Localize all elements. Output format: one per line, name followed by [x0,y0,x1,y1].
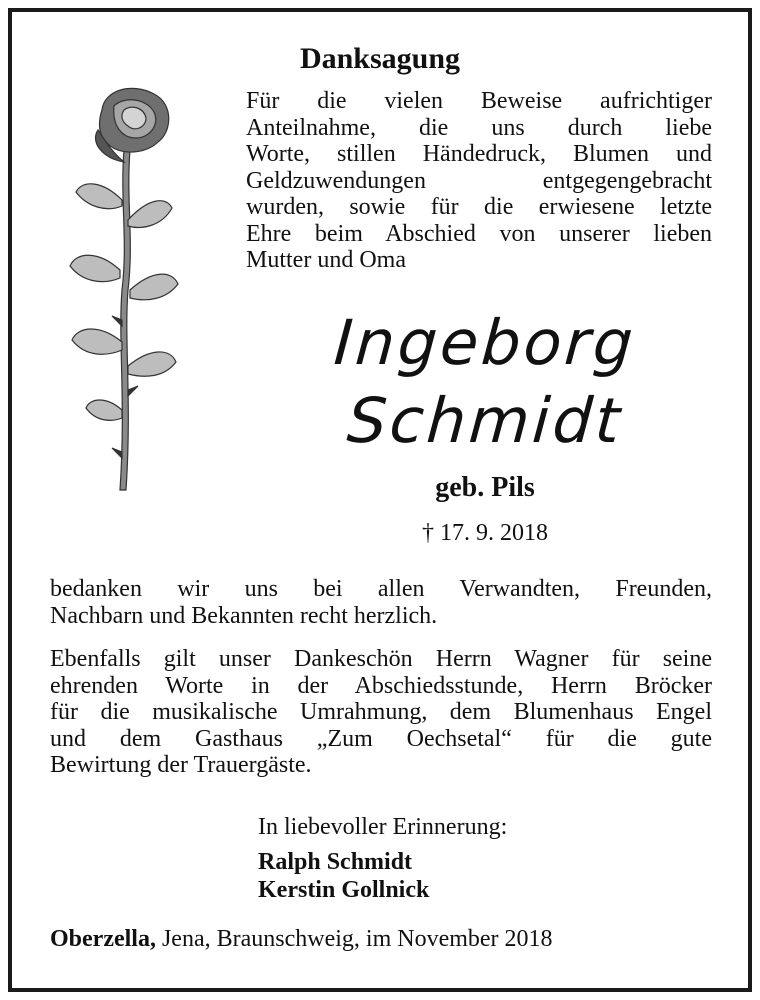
intro-line: Geldzuwendungen entgegengebracht [246,167,712,194]
maiden-name: geb. Pils [435,472,535,503]
additional-line: und dem Gasthaus „Zum Oechsetal“ für die gute [50,725,712,752]
signer-name: Ralph Schmidt [258,849,413,875]
thanks-line: Nachbarn und Bekannten recht herzlich. [50,602,438,629]
deceased-first-name: Ingeborg [331,306,639,379]
thanks-paragraph [50,576,712,629]
intro-line: Für die vielen Beweise aufrichtiger [246,88,712,114]
intro-line: Anteilnahme, die uns durch liebe [246,114,712,141]
page-title: Danksagung [299,42,461,75]
additional-thanks-paragraph [50,646,712,779]
place-rest: Jena, Braunschweig, im November 2018 [155,926,553,952]
intro-line: Worte, stillen Händedruck, Blumen und [246,141,712,167]
death-date: † 17. 9. 2018 [422,520,548,546]
deceased-last-name: Schmidt [344,384,626,457]
place-main: Oberzella, [50,926,156,952]
memory-phrase: In liebevoller Erinnerung: [258,814,508,840]
additional-line: Bewirtung der Trauergäste. [50,752,312,778]
additional-line: ehrenden Worte in der Abschiedsstunde, Herrn Bröcker [50,672,712,699]
intro-line: Ehre beim Abschied von unserer lieben [246,220,712,247]
place-and-date [50,926,553,953]
signers [258,848,429,904]
thanks-line: bedanken wir uns bei allen Verwandten, Freunden, [50,576,712,602]
intro-line: Mutter und Oma [246,247,406,273]
additional-line: Ebenfalls gilt unser Dankeschön Herrn Wagner für seine [50,646,712,672]
intro-text [246,88,712,274]
signer-name: Kerstin Gollnick [258,877,430,903]
intro-line: wurden, sowie für die erwiesene letzte [246,194,712,220]
rose-icon [62,80,192,500]
additional-line: für die musikalische Umrahmung, dem Blumenhaus Engel [50,699,712,725]
